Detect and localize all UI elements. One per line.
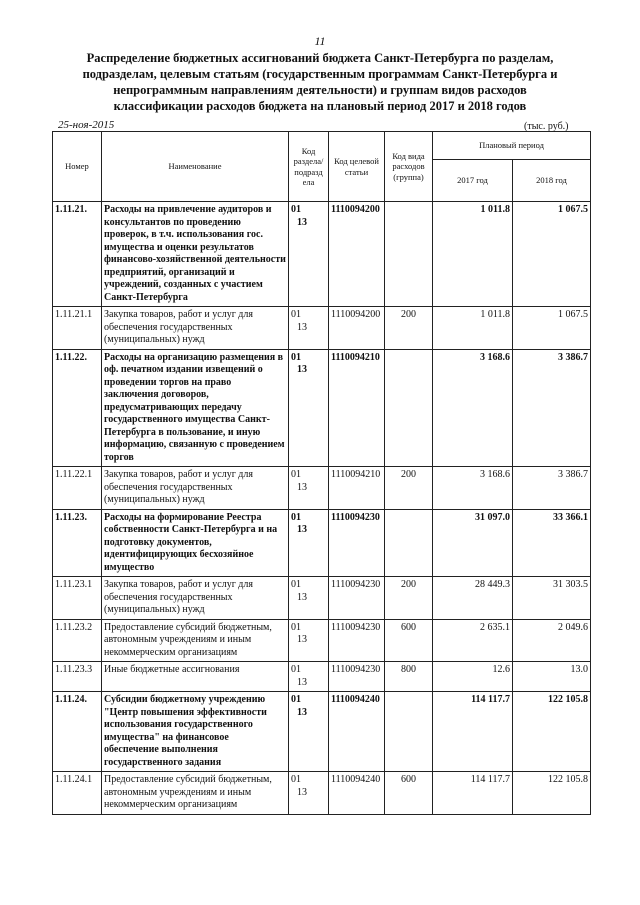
budget-table (52, 131, 591, 815)
header-2017: 2017 год (433, 160, 513, 202)
row-name: Расходы на привлечение аудиторов и консультантов по проведению проверок, в т.ч. использования гос. имущества и оценки результатов финансово-хозяйственной деятельности предприятий, организаций и учреждений, созданных с участием Санкт-Петербурга (102, 202, 289, 307)
table-row (53, 772, 591, 815)
row-name: Иные бюджетные ассигнования (102, 662, 289, 692)
row-name: Расходы на формирование Реестра собственности Санкт-Петербурга и на подготовку документов, идентифицирующих бесхозяйное имущество (102, 509, 289, 577)
row-article-code: 1110094210 (329, 349, 385, 467)
row-kind-code (385, 349, 433, 467)
row-value-2017: 114 117.7 (433, 772, 513, 815)
row-value-2018: 2 049.6 (513, 619, 591, 662)
table-row (53, 349, 591, 467)
row-section-code (289, 772, 329, 815)
row-value-2018: 1 067.5 (513, 202, 591, 307)
row-number: 1.11.22. (53, 349, 102, 467)
row-name: Закупка товаров, работ и услуг для обеспечения государственных (муниципальных) нужд (102, 467, 289, 510)
header-period: Плановый период (433, 132, 591, 160)
subsection-code: 13 (297, 364, 307, 375)
row-kind-code: 600 (385, 619, 433, 662)
subsection-code: 13 (297, 706, 307, 718)
subsection-code: 13 (297, 216, 307, 228)
row-number: 1.11.22.1 (53, 467, 102, 510)
row-number: 1.11.24.1 (53, 772, 102, 815)
row-value-2017: 12.6 (433, 662, 513, 692)
header-section: Код раздела/ подразд ела (289, 132, 329, 202)
row-section-code (289, 692, 329, 772)
row-name: Закупка товаров, работ и услуг для обеспечения государственных (муниципальных) нужд (102, 577, 289, 620)
section-code: 01 (291, 204, 301, 215)
header-2018: 2018 год (513, 160, 591, 202)
subsection-code: 13 (297, 676, 307, 688)
row-value-2018: 3 386.7 (513, 349, 591, 467)
row-article-code: 1110094230 (329, 619, 385, 662)
row-kind-code: 200 (385, 467, 433, 510)
row-article-code: 1110094230 (329, 577, 385, 620)
row-value-2017: 1 011.8 (433, 202, 513, 307)
row-value-2017: 31 097.0 (433, 509, 513, 577)
row-kind-code: 800 (385, 662, 433, 692)
row-number: 1.11.24. (53, 692, 102, 772)
subsection-code: 13 (297, 481, 307, 493)
row-number: 1.11.21. (53, 202, 102, 307)
subsection-code: 13 (297, 321, 307, 333)
header-kind: Код вида расходов (группа) (385, 132, 433, 202)
row-number: 1.11.23. (53, 509, 102, 577)
section-code: 01 (291, 309, 301, 320)
row-number: 1.11.23.3 (53, 662, 102, 692)
row-value-2017: 3 168.6 (433, 467, 513, 510)
subsection-code: 13 (297, 786, 307, 798)
row-name: Расходы на организацию размещения в оф. печатном издании извещений о проведении торгов на право заключения договоров, предусматривающих передачу государственного имущества Санкт-Петербурга в пользование, и иную информацию, связанную с проведением торгов (102, 349, 289, 467)
row-name: Предоставление субсидий бюджетным, автономным учреждениям и иным некоммерческим организациям (102, 619, 289, 662)
header-number: Номер (53, 132, 102, 202)
row-section-code (289, 349, 329, 467)
row-kind-code (385, 692, 433, 772)
row-value-2018: 13.0 (513, 662, 591, 692)
document-title: Распределение бюджетных ассигнований бюджета Санкт-Петербурга по разделам, подразделам, целевым статьям (государственным программам Санкт-Петербурга и непрограммным направлениям деятельности) и группам видов расходов классификации расходов бюджета на плановый период 2017 и 2018 годов (82, 51, 558, 113)
table-row (53, 577, 591, 620)
row-section-code (289, 577, 329, 620)
row-kind-code: 200 (385, 577, 433, 620)
row-section-code (289, 509, 329, 577)
row-kind-code: 600 (385, 772, 433, 815)
row-value-2017: 3 168.6 (433, 349, 513, 467)
row-article-code: 1110094230 (329, 662, 385, 692)
section-code: 01 (291, 621, 301, 633)
table-row (53, 619, 591, 662)
row-value-2018: 122 105.8 (513, 772, 591, 815)
row-section-code (289, 307, 329, 350)
table-row (53, 692, 591, 772)
row-value-2018: 3 386.7 (513, 467, 591, 510)
row-number: 1.11.21.1 (53, 307, 102, 350)
row-name: Предоставление субсидий бюджетным, автономным учреждениям и иным некоммерческим организациям (102, 772, 289, 815)
section-code: 01 (291, 511, 301, 523)
row-value-2017: 28 449.3 (433, 577, 513, 620)
row-name: Закупка товаров, работ и услуг для обеспечения государственных (муниципальных) нужд (102, 307, 289, 350)
table-row (53, 509, 591, 577)
row-value-2017: 2 635.1 (433, 619, 513, 662)
row-value-2017: 1 011.8 (433, 307, 513, 350)
row-article-code: 1110094200 (329, 202, 385, 307)
row-section-code (289, 202, 329, 307)
row-article-code: 1110094200 (329, 307, 385, 350)
section-code: 01 (291, 579, 301, 590)
row-article-code: 1110094240 (329, 772, 385, 815)
subsection-code: 13 (297, 524, 307, 535)
subsection-code: 13 (297, 634, 307, 645)
section-code: 01 (291, 664, 301, 675)
row-value-2018: 1 067.5 (513, 307, 591, 350)
row-kind-code: 200 (385, 307, 433, 350)
row-value-2018: 33 366.1 (513, 509, 591, 577)
section-code: 01 (291, 351, 301, 363)
subsection-code: 13 (297, 591, 307, 603)
row-number: 1.11.23.2 (53, 619, 102, 662)
page-number: 11 (314, 34, 326, 48)
section-code: 01 (291, 774, 301, 785)
table-row (53, 307, 591, 350)
row-kind-code (385, 202, 433, 307)
row-kind-code (385, 509, 433, 577)
section-code: 01 (291, 694, 301, 705)
document-date: 25-ноя-2015 (58, 119, 115, 131)
row-name: Субсидии бюджетному учреждению "Центр повышения эффективности использования государственного имущества" на финансовое обеспечение выполнения государственного задания (102, 692, 289, 772)
row-article-code: 1110094230 (329, 509, 385, 577)
row-section-code (289, 662, 329, 692)
row-value-2017: 114 117.7 (433, 692, 513, 772)
header-article: Код целевой статьи (329, 132, 385, 202)
row-article-code: 1110094210 (329, 467, 385, 510)
row-section-code (289, 467, 329, 510)
row-article-code: 1110094240 (329, 692, 385, 772)
row-value-2018: 122 105.8 (513, 692, 591, 772)
row-value-2018: 31 303.5 (513, 577, 591, 620)
row-number: 1.11.23.1 (53, 577, 102, 620)
units-label: (тыс. руб.) (524, 121, 569, 132)
header-name: Наименование (102, 132, 289, 202)
section-code: 01 (291, 469, 301, 480)
table-row (53, 202, 591, 307)
table-row (53, 662, 591, 692)
row-section-code (289, 619, 329, 662)
table-row (53, 467, 591, 510)
